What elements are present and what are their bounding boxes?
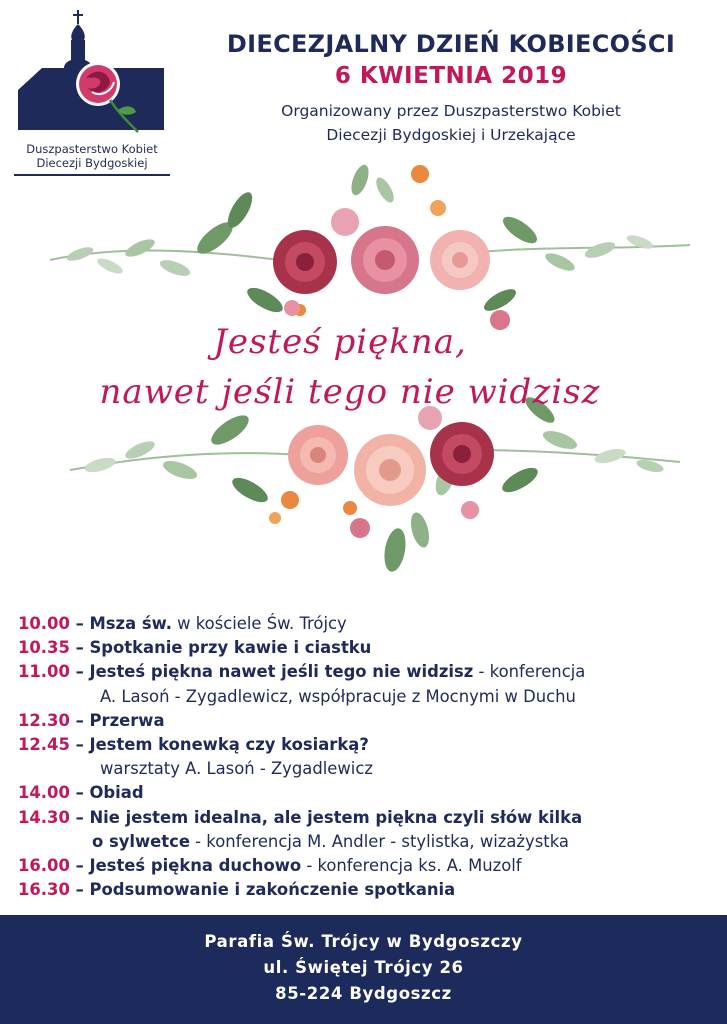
schedule-time: 11.00 xyxy=(18,662,70,682)
schedule-item: 10.00 – Msza św. w kościele Św. Trójcy xyxy=(18,614,347,633)
schedule-title: Jesteś piękna nawet jeśli tego nie widzisz xyxy=(89,662,474,682)
schedule-title: Podsumowanie i zakończenie spotkania xyxy=(89,880,456,900)
logo-caption-line2: Diecezji Bydgoskiej xyxy=(36,156,148,170)
slogan-line1: Jesteś piękna, xyxy=(213,322,467,362)
schedule-title: Obiad xyxy=(89,783,144,803)
schedule-details: - konferencja xyxy=(473,662,586,682)
schedule-details: - konferencja M. Andler - stylistka, wizażystka xyxy=(189,831,569,851)
schedule-details: - konferencja ks. A. Muzolf xyxy=(301,855,522,875)
event-date: 6 KWIETNIA 2019 xyxy=(334,63,568,89)
schedule-item: 11.00 – Jesteś piękna nawet jeśli tego nie widzisz - konferencja xyxy=(18,662,586,682)
church-logo-icon xyxy=(14,8,170,142)
schedule-time: 12.30 xyxy=(18,710,70,730)
schedule-item: 16.30 – Podsumowanie i zakończenie spotkania xyxy=(18,880,456,900)
schedule-item-continuation xyxy=(18,830,718,854)
schedule-time: 14.00 xyxy=(18,783,70,803)
schedule-time: 16.30 xyxy=(18,880,70,900)
schedule-title: Nie jestem idealna, ale jestem piękna czyli słów kilka xyxy=(89,807,583,827)
schedule-details: warsztaty A. Lasoń - Zygadlewicz xyxy=(100,759,373,779)
footer-address xyxy=(0,915,727,1024)
schedule-item: 14.00 – Obiad xyxy=(18,783,144,803)
schedule-time: 16.00 xyxy=(18,855,70,875)
schedule-details: w kościele Św. Trójcy xyxy=(171,614,347,633)
schedule-item-continuation xyxy=(18,685,718,709)
footer-parish: Parafia Św. Trójcy w Bydgoszczy xyxy=(204,932,523,951)
organizer-line1: Organizowany przez Duszpasterstwo Kobiet xyxy=(281,102,621,120)
schedule-time: 10.35 xyxy=(18,638,70,658)
organizer-line2: Diecezji Bydgoskiej i Urzekające xyxy=(326,126,576,144)
schedule-item: 14.30 – Nie jestem idealna, ale jestem piękna czyli słów kilka xyxy=(18,807,583,827)
schedule-title: Jesteś piękna duchowo xyxy=(89,855,302,875)
schedule-item-continuation xyxy=(18,757,718,781)
event-schedule xyxy=(18,612,718,902)
floral-wreath-bottom xyxy=(70,393,680,573)
schedule-item: 12.30 – Przerwa xyxy=(18,710,165,730)
schedule-item: 10.35 – Spotkanie przy kawie i ciastku xyxy=(18,638,372,658)
schedule-item: 12.45 – Jestem konewką czy kosiarką? xyxy=(18,734,369,754)
logo-caption-line1: Duszpasterstwo Kobiet xyxy=(26,142,158,156)
slogan-line2: nawet jeśli tego nie widzisz xyxy=(99,372,601,412)
schedule-title: o sylwetce xyxy=(92,831,190,851)
schedule-time: 12.45 xyxy=(18,734,70,754)
footer-street: ul. Świętej Trójcy 26 xyxy=(263,958,464,977)
schedule-title: Przerwa xyxy=(89,710,165,730)
schedule-details: A. Lasoń - Zygadlewicz, współpracuje z Mocnymi w Duchu xyxy=(100,686,576,706)
schedule-time: 14.30 xyxy=(18,807,70,827)
footer-city: 85-224 Bydgoszcz xyxy=(275,984,452,1003)
organizer-info xyxy=(186,99,716,147)
schedule-title: Spotkanie przy kawie i ciastku xyxy=(89,638,372,658)
schedule-time: 10.00 xyxy=(18,614,70,633)
schedule-title: Msza św. xyxy=(89,614,172,633)
event-title: DIECEZJALNY DZIEŃ KOBIECOŚCI xyxy=(226,30,676,58)
floral-wreath-top xyxy=(50,163,690,330)
schedule-item: 16.00 – Jesteś piękna duchowo - konferencja ks. A. Muzolf xyxy=(18,855,522,875)
schedule-title: Jestem konewką czy kosiarką? xyxy=(89,734,369,754)
rose-icon xyxy=(79,65,117,103)
